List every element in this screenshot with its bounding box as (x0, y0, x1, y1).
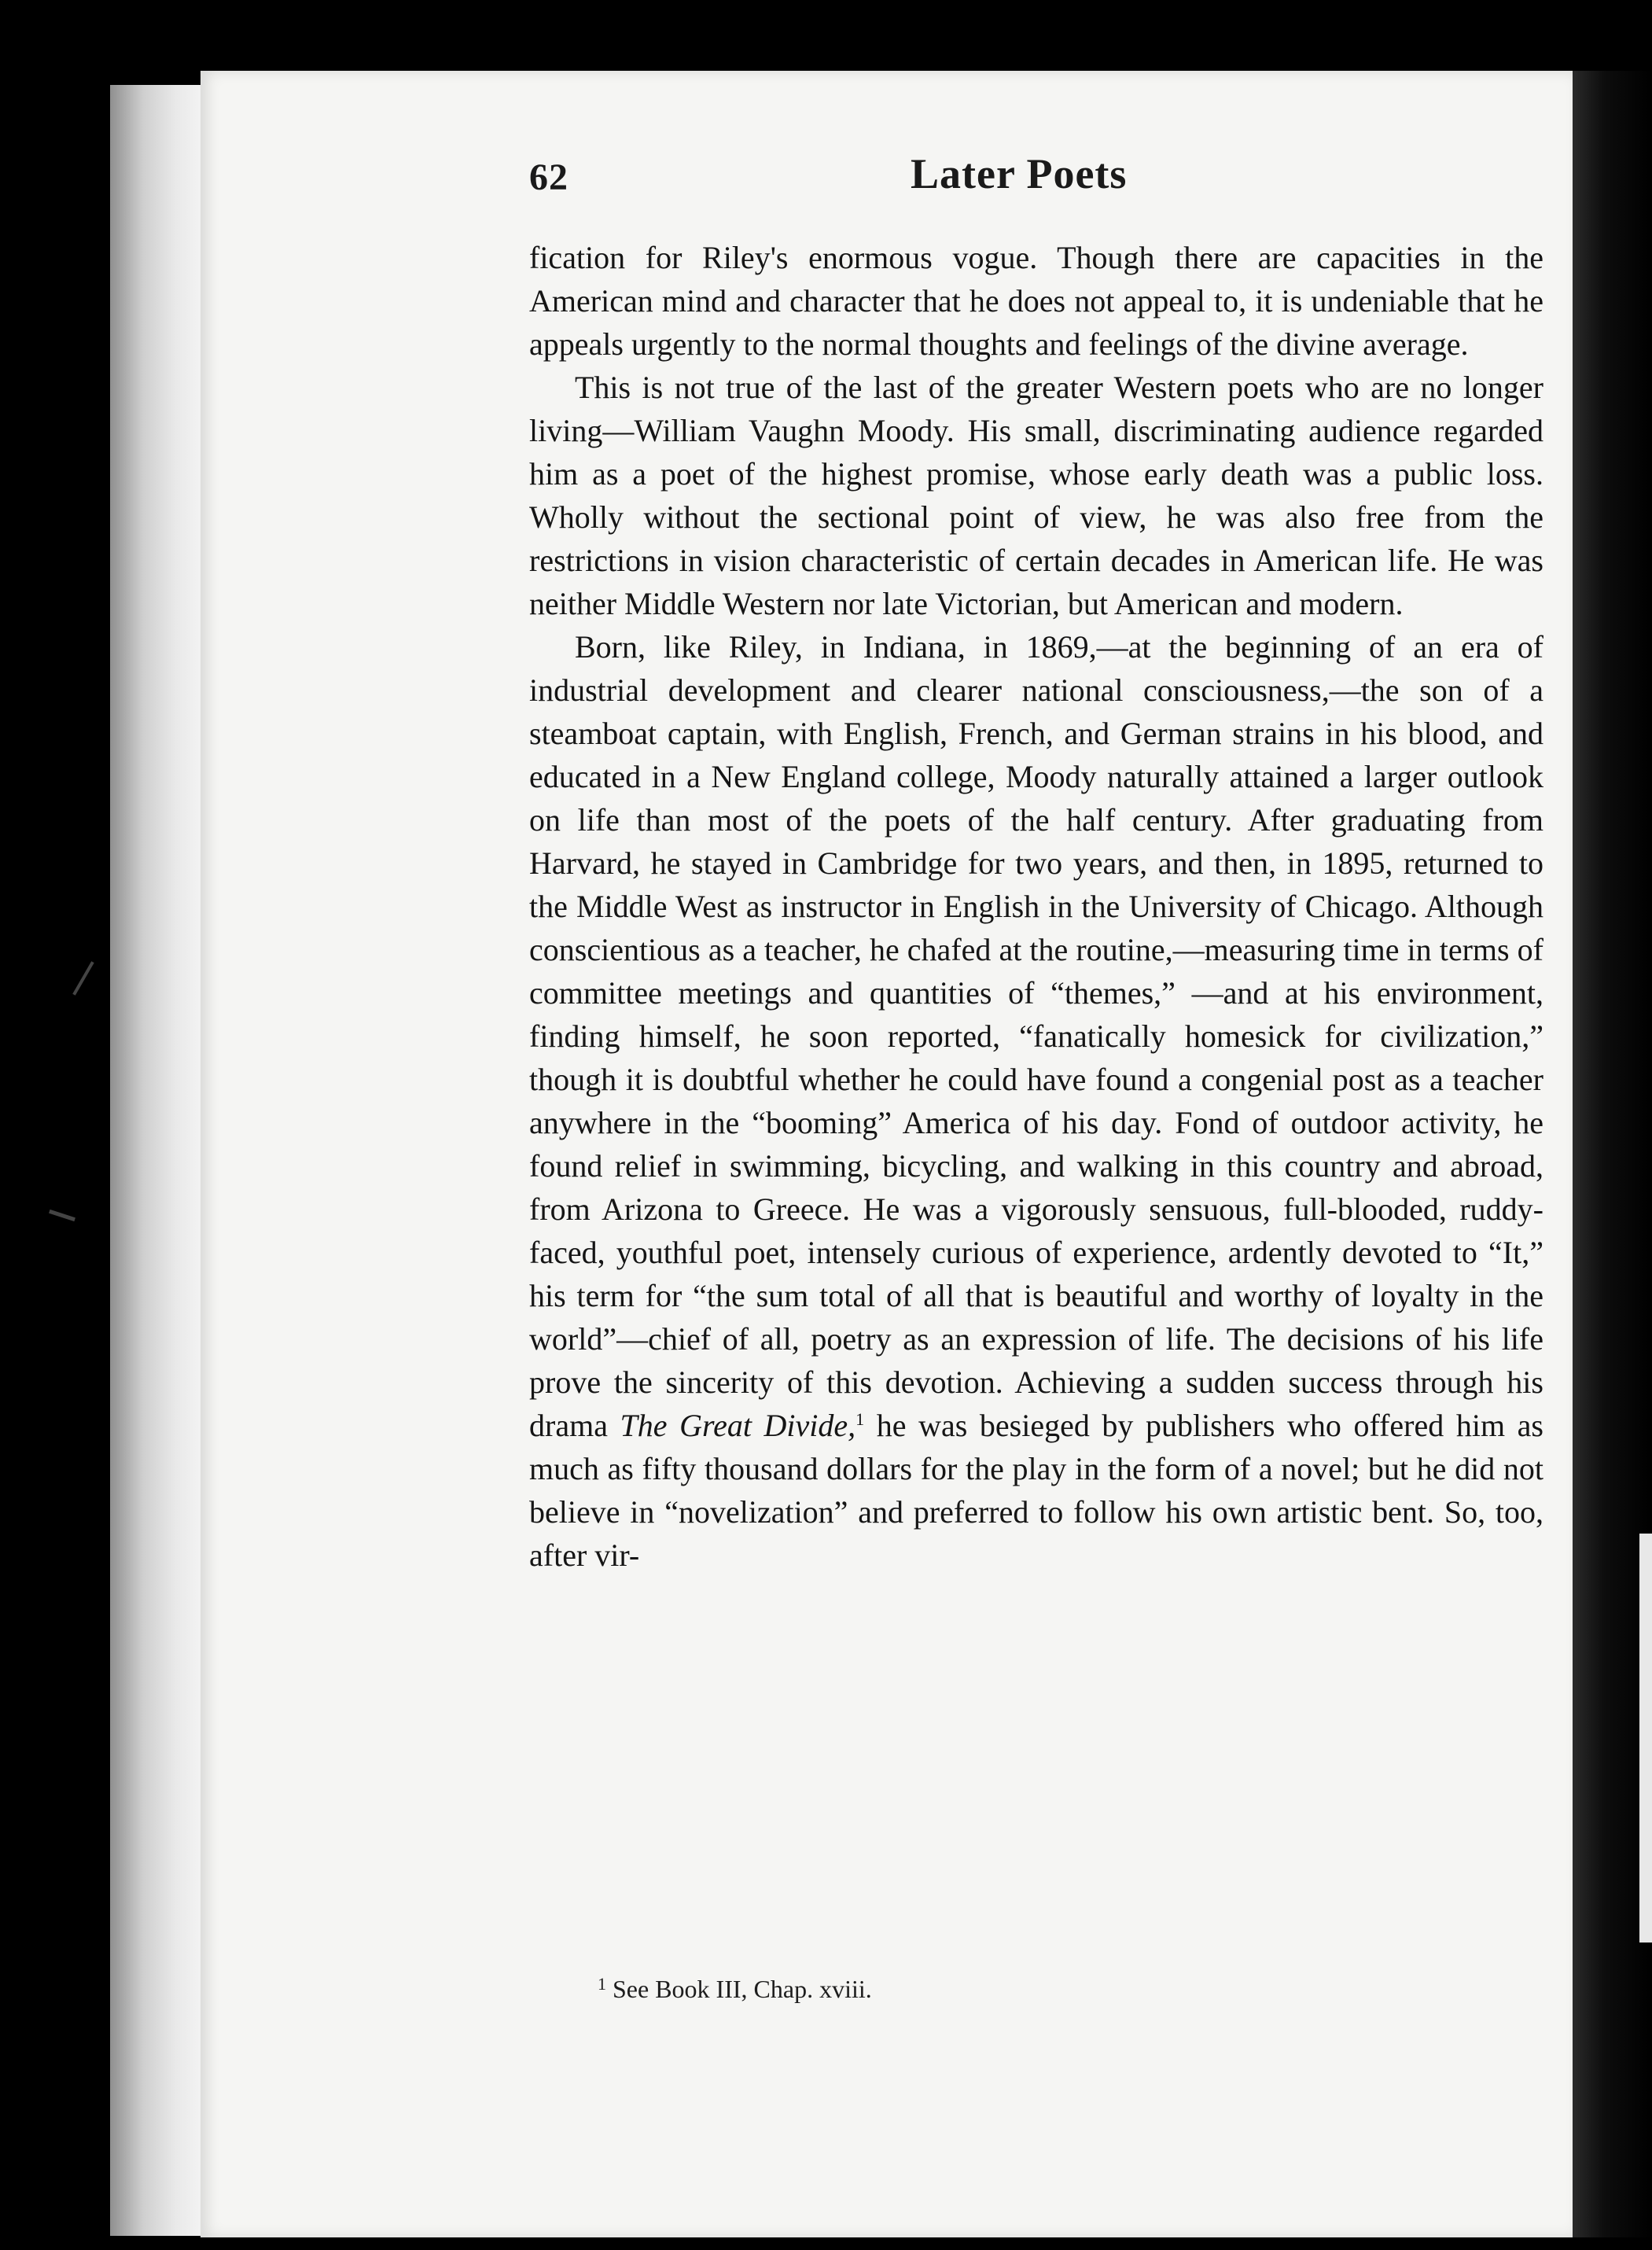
paragraph-text: he was besieged by publishers who offered him as much as fifty thousand dollars for the play in the form of a novel; but he did not believe in “novelization” and preferred to follow his own artistic bent. So, too, after vir- (529, 1408, 1543, 1573)
footnote-mark: 1 (598, 1974, 606, 1994)
margin-mark (72, 961, 94, 996)
paragraph-text: This is not true of the last of the greater Western poets who are no longer living—William Vaughn Moody. His small, discriminating audience regarded him as a poet of the highest promise, whose early death was a public loss. Wholly without the sectional point of view, he was also free from the restrictions in vision characteristic of certain decades in American life. He was neither Middle Western nor late Victorian, but American and modern. (529, 370, 1543, 621)
body-text (529, 236, 1543, 1577)
paragraph (529, 366, 1543, 625)
footnote (598, 1974, 872, 2004)
page-stack-edge (110, 85, 204, 2236)
paragraph (529, 625, 1543, 1577)
work-title: The Great Divide, (620, 1408, 856, 1443)
running-title: Later Poets (911, 150, 1128, 197)
margin-mark (49, 1210, 75, 1221)
paragraph (529, 236, 1543, 366)
paragraph-text: Born, like Riley, in Indiana, in 1869,—at the beginning of an era of industrial development and clearer national consciousness,—the son of a steamboat captain, with English, French, and German strains in his blood, and educated in a New England college, Moody naturally attained a larger outlook on life than most of the poets of the half century. After graduating from Harvard, he stayed in Cambridge for two years, and then, in 1895, returned to the Middle West as instructor in English in the University of Chicago. Although conscientious as a teacher, he chafed at the routine,—measuring time in terms of committee meetings and quantities of “themes,” —and at his environment, finding himself, he soon reported, “fanatically homesick for civilization,” though it is doubtful whether he could have found a congenial post as a teacher anywhere in the “booming” America of his day. Fond of outdoor activity, he found relief in swimming, bicycling, and walking in this country and abroad, from Arizona to Greece. He was a vigorously sensuous, full-blooded, ruddy-faced, youthful poet, intensely curious of experience, ardently devoted to “It,” his term for “the sum total of all that is beautiful and worthy of loyalty in the world”—chief of all, poetry as an expression of life. The decisions of his life prove the sincerity of this devotion. Achieving a sudden success through his drama (529, 629, 1543, 1443)
footnote-text: See Book III, Chap. xviii. (613, 1975, 872, 2003)
running-header (529, 149, 1551, 212)
facing-page-edge (1639, 1534, 1652, 1943)
paragraph-text: fication for Riley's enormous vogue. Though there are capacities in the American mind and character that he does not appeal to, it is undeniable that he appeals urgently to the normal thoughts and feelings of the divine average. (529, 240, 1543, 362)
page-number: 62 (529, 157, 568, 198)
footnote-reference: 1 (855, 1409, 865, 1429)
